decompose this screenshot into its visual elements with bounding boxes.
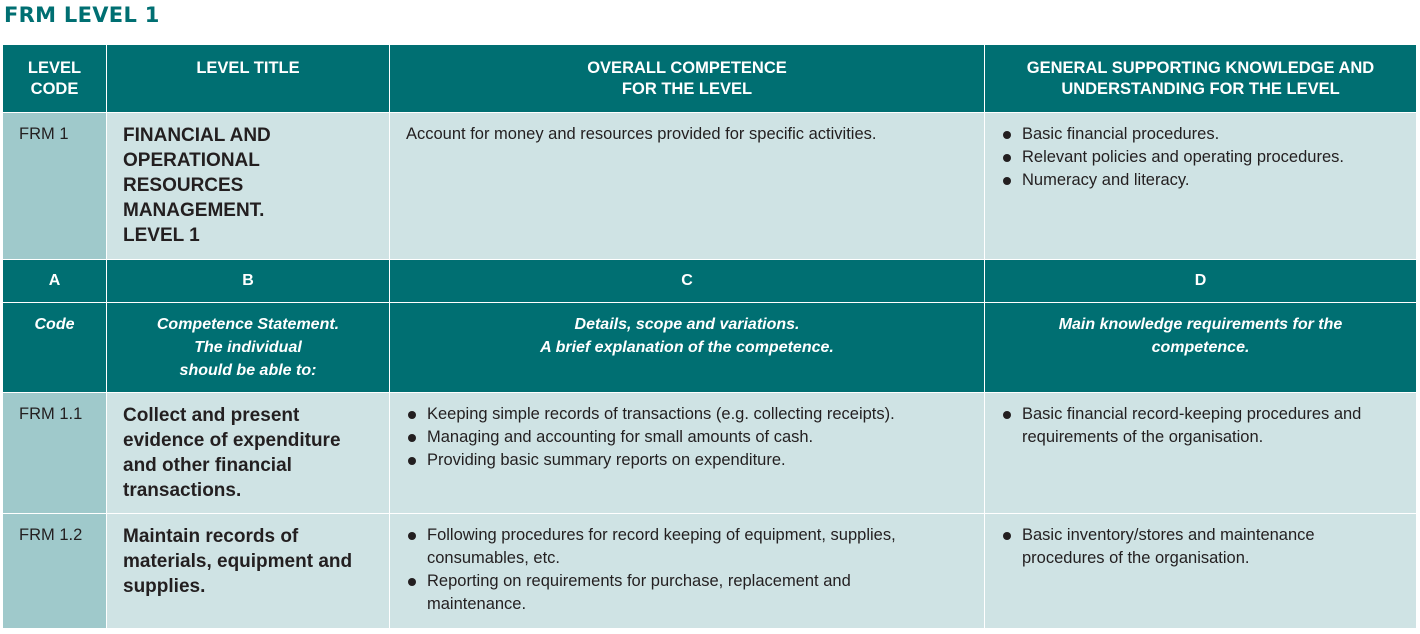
row-knowledge <box>985 393 1417 514</box>
row-details <box>390 393 985 514</box>
list-item: Keeping simple records of transactions (e.g. collecting receipts). <box>406 403 970 426</box>
level-code: FRM 1 <box>3 113 107 260</box>
list-item: Managing and accounting for small amounts of cash. <box>406 426 970 449</box>
row-statement: Collect and present evidence of expenditure and other financial transactions. <box>107 393 390 514</box>
row-details <box>390 514 985 629</box>
column-letter: A <box>3 260 107 303</box>
subheader-code: Code <box>3 303 107 393</box>
row-code: FRM 1.1 <box>3 393 107 514</box>
competence-table <box>2 44 1417 629</box>
list-item: Basic financial procedures. <box>1001 123 1402 146</box>
list-item: Basic inventory/stores and maintenance procedures of the organisation. <box>1001 524 1402 570</box>
header-level-title: LEVEL TITLE <box>107 45 390 113</box>
level-title: FINANCIAL AND OPERATIONAL RESOURCES MANAGEMENT. LEVEL 1 <box>107 113 390 260</box>
level-knowledge <box>985 113 1417 260</box>
list-item: Reporting on requirements for purchase, replacement and maintenance. <box>406 570 970 616</box>
column-letters-row <box>3 260 1417 303</box>
level-competence: Account for money and resources provided for specific activities. <box>390 113 985 260</box>
subheader-details: Details, scope and variations. A brief explanation of the competence. <box>390 303 985 393</box>
list-item: Numeracy and literacy. <box>1001 169 1402 192</box>
row-knowledge <box>985 514 1417 629</box>
table-row <box>3 514 1417 629</box>
list-item: Providing basic summary reports on expenditure. <box>406 449 970 472</box>
column-letter: B <box>107 260 390 303</box>
subheader-competence-statement: Competence Statement. The individual should be able to: <box>107 303 390 393</box>
header-general-knowledge: GENERAL SUPPORTING KNOWLEDGE AND UNDERSTANDING FOR THE LEVEL <box>985 45 1417 113</box>
header-level-code: LEVEL CODE <box>3 45 107 113</box>
column-letter: C <box>390 260 985 303</box>
row-statement: Maintain records of materials, equipment and supplies. <box>107 514 390 629</box>
list-item: Basic financial record-keeping procedures and requirements of the organisation. <box>1001 403 1402 449</box>
column-letter: D <box>985 260 1417 303</box>
header-overall-competence: OVERALL COMPETENCE FOR THE LEVEL <box>390 45 985 113</box>
list-item: Relevant policies and operating procedures. <box>1001 146 1402 169</box>
page-title: FRM LEVEL 1 <box>4 3 160 27</box>
row-code: FRM 1.2 <box>3 514 107 629</box>
subheader-knowledge: Main knowledge requirements for the competence. <box>985 303 1417 393</box>
table-row <box>3 393 1417 514</box>
header-row <box>3 45 1417 113</box>
list-item: Following procedures for record keeping of equipment, supplies, consumables, etc. <box>406 524 970 570</box>
level-row <box>3 113 1417 260</box>
subheader-row <box>3 303 1417 393</box>
